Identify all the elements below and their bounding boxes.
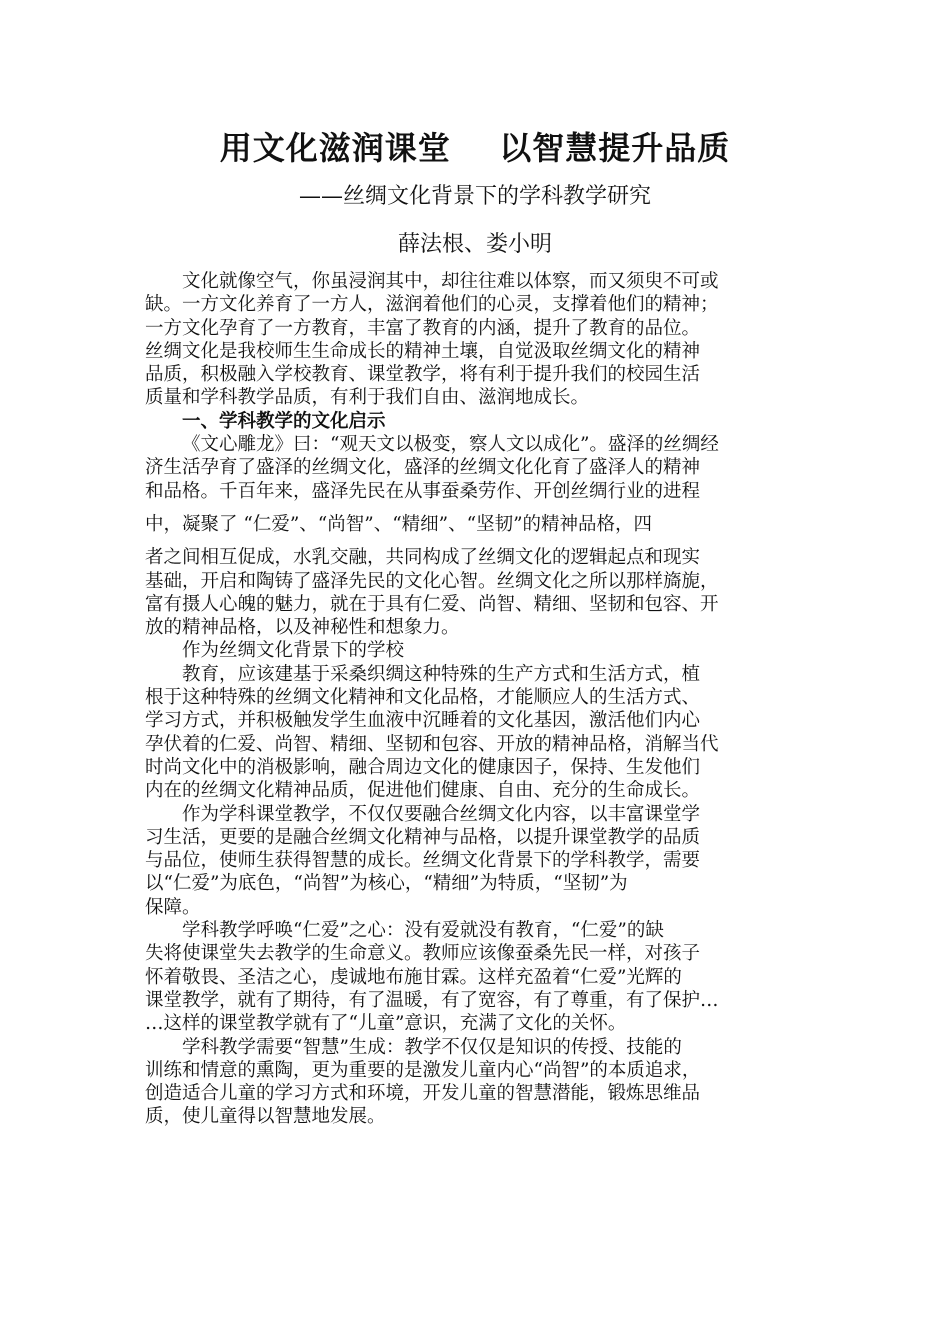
text-line: 者之间相互促成，水乳交融，共同构成了丝绸文化的逻辑起点和现实: [145, 547, 701, 569]
text-line: 保障。: [145, 896, 201, 918]
text-line: 孕伏着的仁爱、尚智、精细、坚韧和包容、开放的精神品格，消解当代: [145, 733, 719, 755]
text-line: 时尚文化中的消极影响，融合周边文化的健康因子，保持、生发他们: [145, 756, 701, 778]
text-line: 学科教学呼唤“仁爱”之心：没有爱就没有教育，“仁爱”的缺: [182, 920, 664, 942]
text-line: 缺。一方文化养育了一方人，滋润着他们的心灵，支撑着他们的精神；: [145, 294, 719, 316]
text-line: 济生活孕育了盛泽的丝绸文化，盛泽的丝绸文化化育了盛泽人的精神: [145, 457, 701, 479]
text-line: 富有摄人心魄的魅力，就在于具有仁爱、尚智、精细、坚韧和包容、开: [145, 593, 719, 615]
text-line: 以“仁爱”为底色，“尚智”为核心，“精细”为特质，“坚韧”为: [145, 873, 628, 895]
text-line: 创造适合儿童的学习方式和环境，开发儿童的智慧潜能，锻炼思维品: [145, 1083, 701, 1105]
text-line: 基础，开启和陶铸了盛泽先民的文化心智。丝绸文化之所以那样旖旎，: [145, 570, 719, 592]
text-line: 失将使课堂失去教学的生命意义。教师应该像蚕桑先民一样，对孩子: [145, 943, 701, 965]
body-text: [145, 270, 815, 1129]
text-line: 习生活，更要的是融合丝绸文化精神与品格，以提升课堂教学的品质: [145, 826, 701, 848]
text-line: 丝绸文化是我校师生生命成长的精神土壤，自觉汲取丝绸文化的精神: [145, 340, 701, 362]
text-line: 教育，应该建基于采桑织绸这种特殊的生产方式和生活方式，植: [182, 663, 701, 685]
text-line: 质量和学科教学品质，有利于我们自由、滋润地成长。: [145, 387, 590, 409]
page-title: 用文化滋润课堂 以智慧提升品质: [219, 129, 731, 167]
line-gap: [145, 536, 815, 546]
page-subtitle: ——丝绸文化背景下的学科教学研究: [298, 184, 651, 209]
text-line: 质，使儿童得以智慧地发展。: [145, 1106, 386, 1128]
text-line: 课堂教学，就有了期待，有了温暖，有了宽容，有了尊重，有了保护…: [145, 989, 719, 1011]
text-line: 根于这种特殊的丝绸文化精神和文化品格，才能顺应人的生活方式、: [145, 687, 701, 709]
text-line: 作为丝绸文化背景下的学校: [182, 640, 405, 662]
text-line: 放的精神品格，以及神秘性和想象力。: [145, 617, 460, 639]
authors: 薛法根、娄小明: [397, 232, 552, 257]
text-line: 一方文化孕育了一方教育，丰富了教育的内涵，提升了教育的品位。: [145, 317, 701, 339]
text-line: 文化就像空气，你虽浸润其中，却往往难以体察，而又须臾不可或: [182, 271, 719, 292]
text-line: 《文心雕龙》曰：“观天文以极变，察人文以成化”。盛泽的丝绸经: [182, 434, 719, 456]
text-line: 和品格。千百年来，盛泽先民在从事蚕桑劳作、开创丝绸行业的进程: [145, 480, 701, 502]
text-line: 与品位，使师生获得智慧的成长。丝绸文化背景下的学科教学，需要: [145, 850, 701, 872]
text-line: 中，凝聚了 “仁爱”、“尚智”、“精细”、“坚韧”的精神品格，四: [145, 513, 653, 535]
text-line: 学科教学需要“智慧”生成：教学不仅仅是知识的传授、技能的: [182, 1036, 682, 1058]
line-gap: [145, 503, 815, 513]
text-line: 训练和情意的熏陶，更为重要的是激发儿童内心“尚智”的本质追求，: [145, 1059, 701, 1081]
section-heading: 一、学科教学的文化启示: [182, 410, 386, 432]
text-line: 作为学科课堂教学，不仅仅要融合丝绸文化内容，以丰富课堂学: [182, 803, 701, 825]
text-line: 怀着敬畏、圣洁之心，虔诚地布施甘霖。这样充盈着“仁爱”光辉的: [145, 966, 682, 988]
text-line: 学习方式，并积极触发学生血液中沉睡着的文化基因，激活他们内心: [145, 710, 701, 732]
text-line: …这样的课堂教学就有了“儿童”意识，充满了文化的关怀。: [145, 1013, 627, 1035]
text-line: 内在的丝绸文化精神品质，促进他们健康、自由、充分的生命成长。: [145, 780, 701, 802]
text-line: 品质，积极融入学校教育、课堂教学，将有利于提升我们的校园生活: [145, 364, 701, 386]
